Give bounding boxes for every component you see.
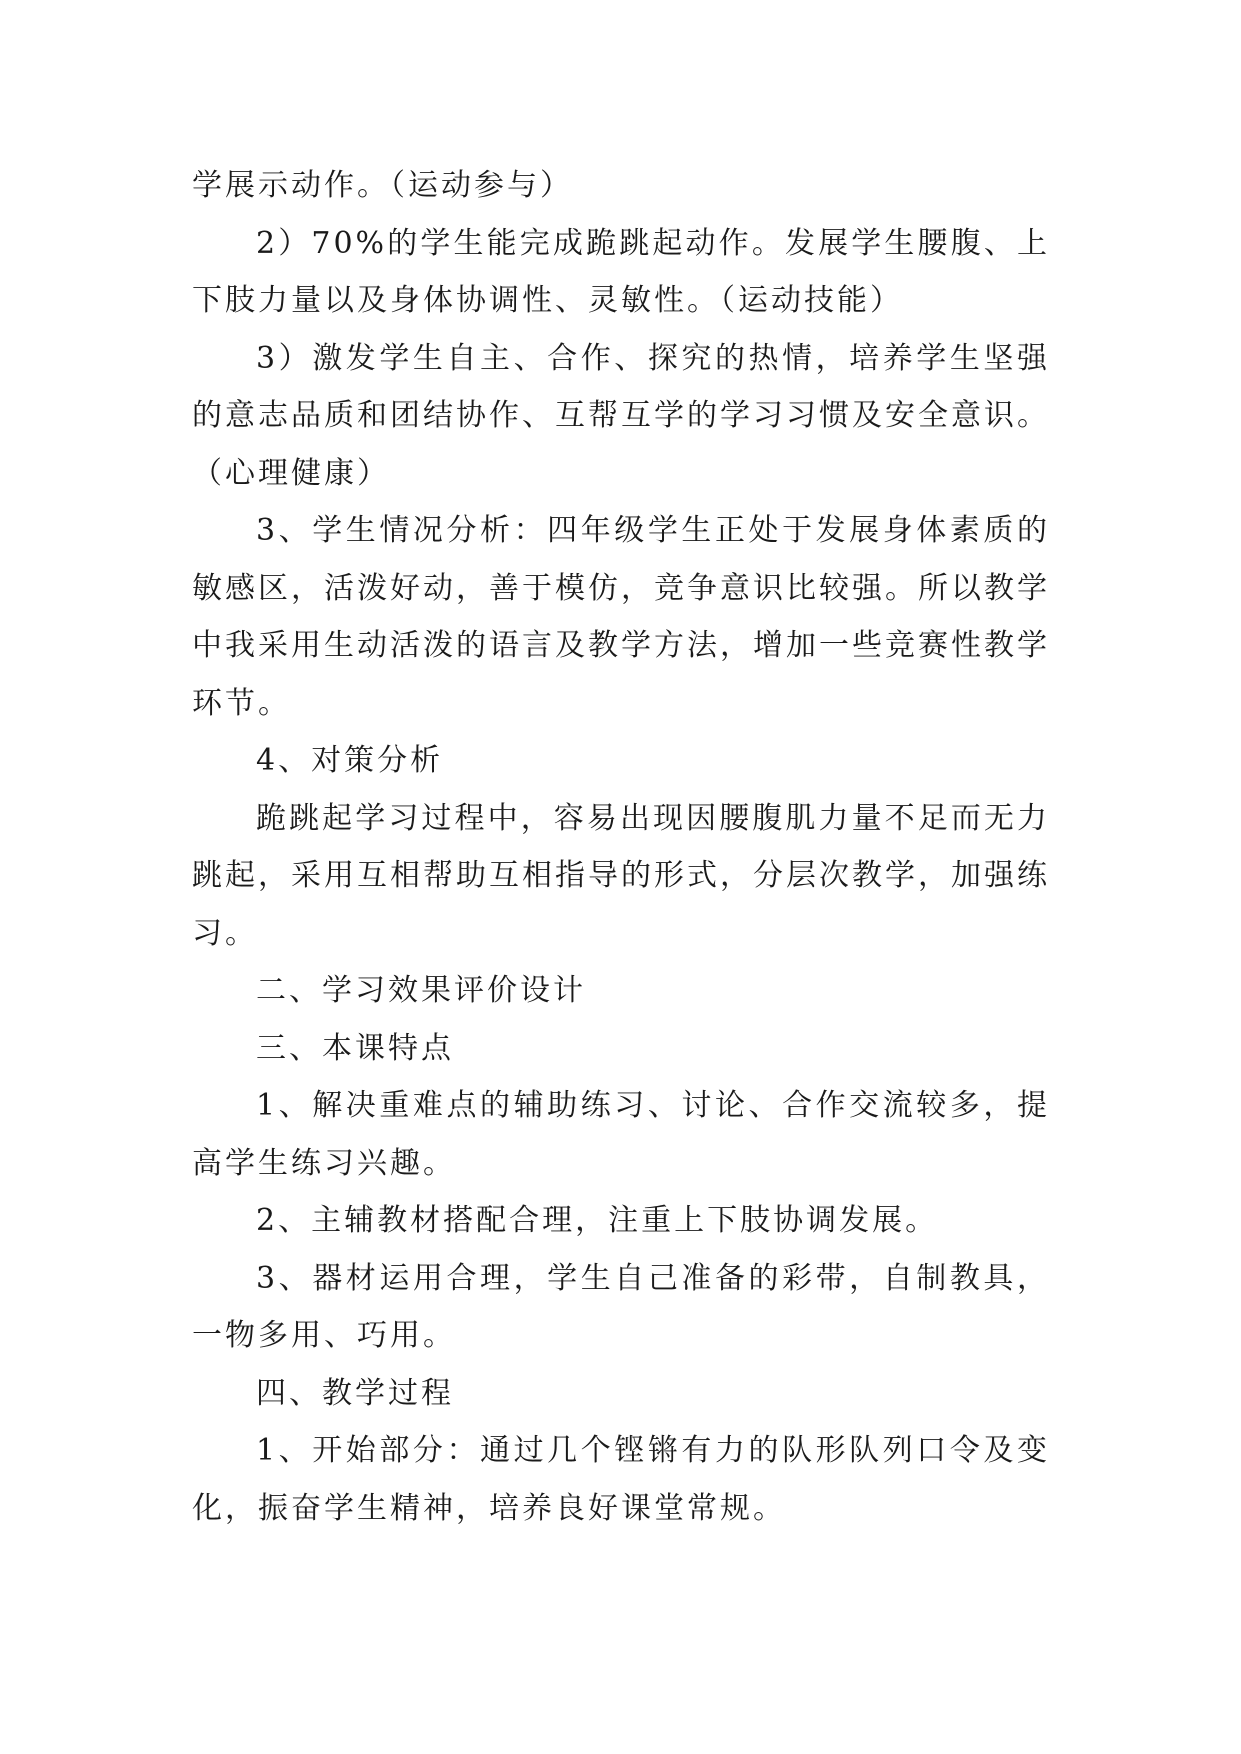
section-heading-evaluation: 二、学习效果评价设计 — [256, 973, 586, 1008]
paragraph-opening-part: 1、开始部分：通过几个铿锵有力的队形队列口令及变化，振奋学生精神，培养良好课堂常规。 — [192, 1433, 1050, 1526]
paragraph-mental-health-goal: 3）激发学生自主、合作、探究的热情，培养学生坚强的意志品质和团结协作、互帮互学的学习习惯及安全意识。（心理健康） — [192, 340, 1050, 491]
paragraph-feature-1: 1、解决重难点的辅助练习、讨论、合作交流较多，提高学生练习兴趣。 — [192, 1088, 1050, 1181]
paragraph-motor-skills-goal: 2）70%的学生能完成跪跳起动作。发展学生腰腹、上下肢力量以及身体协调性、灵敏性。（运动技能） — [192, 225, 1050, 318]
paragraph-strategy-heading: 4、对策分析 — [256, 743, 444, 778]
paragraph-strategy-analysis: 跪跳起学习过程中，容易出现因腰腹肌力量不足而无力跳起，采用互相帮助互相指导的形式，分层次教学，加强练习。 — [192, 800, 1050, 951]
paragraph-feature-2: 2、主辅教材搭配合理，注重上下肢协调发展。 — [256, 1203, 939, 1238]
paragraph-motion-participation: 学展示动作。（运动参与） — [192, 168, 573, 203]
paragraph-student-analysis: 3、学生情况分析：四年级学生正处于发展身体素质的敏感区，活泼好动，善于模仿，竞争意识比较强。所以教学中我采用生动活泼的语言及教学方法，增加一些竞赛性教学环节。 — [192, 513, 1050, 721]
paragraph-feature-3: 3、器材运用合理，学生自己准备的彩带，自制教具，一物多用、巧用。 — [192, 1260, 1050, 1353]
document-body — [192, 157, 1050, 1537]
section-heading-teaching-process: 四、教学过程 — [256, 1375, 454, 1411]
section-heading-features: 三、本课特点 — [256, 1030, 454, 1066]
